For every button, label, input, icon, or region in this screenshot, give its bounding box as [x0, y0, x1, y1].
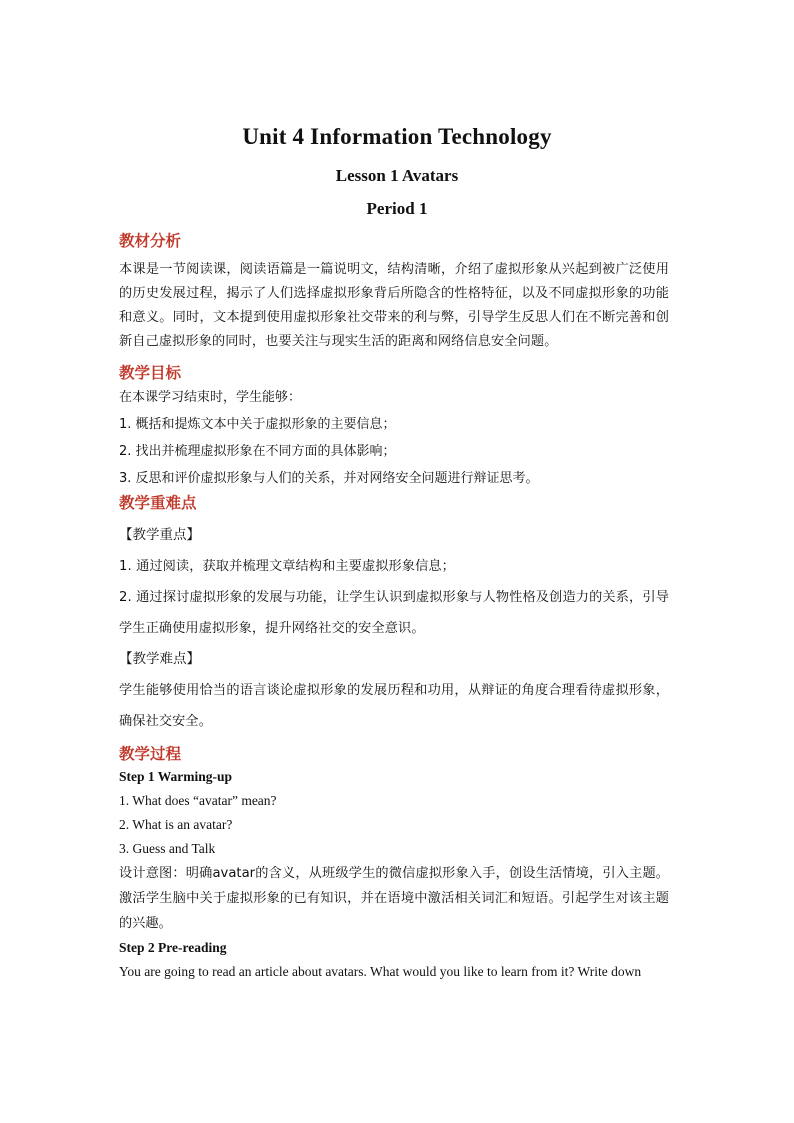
keypoints-heading: 教学重难点 — [119, 494, 197, 512]
step1-intent: 设计意图：明确avatar的含义，从班级学生的微信虚拟形象入手，创设生活情境，引入主题。激活学生脑中关于虚拟形象的已有知识，并在语境中激活相关词汇和短语。引起学生对该主题的兴趣。 — [119, 866, 669, 931]
objectives-heading: 教学目标 — [119, 364, 182, 382]
focus-label: 【教学重点】 — [119, 527, 200, 543]
process-heading: 教学过程 — [119, 745, 182, 763]
analysis-text: 本课是一节阅读课，阅读语篇是一篇说明文，结构清晰，介绍了虚拟形象从兴起到被广泛使用的历史发展过程，揭示了人们选择虚拟形象背后所隐含的性格特征，以及不同虚拟形象的功能和意义。同时，文本提到使用虚拟形象社交带来的利与弊，引导学生反思人们在不断完善和创新自己虚拟形象的同时，也要关注与现实生活的距离和网络信息安全问题。 — [119, 262, 669, 349]
step1-question: 3. Guess and Talk — [119, 841, 216, 856]
step2-text: You are going to read an article about avatars. What would you like to learn from it? Write down — [119, 964, 642, 979]
lesson-title: Lesson 1 Avatars — [335, 166, 459, 185]
difficulty-label: 【教学难点】 — [119, 651, 200, 667]
step1-title: Step 1 Warming-up — [119, 769, 233, 784]
objective-item: 2. 找出并梳理虚拟形象在不同方面的具体影响； — [119, 444, 396, 459]
analysis-heading: 教材分析 — [119, 232, 182, 250]
focus-item: 2. 通过探讨虚拟形象的发展与功能，让学生认识到虚拟形象与人物性格及创造力的关系，引导学生正确使用虚拟形象，提升网络社交的安全意识。 — [119, 590, 669, 636]
step1-question: 2. What is an avatar? — [119, 817, 233, 832]
objective-item: 3. 反思和评价虚拟形象与人们的关系，并对网络安全问题进行辩证思考。 — [119, 471, 539, 486]
period-title: Period 1 — [366, 199, 428, 218]
step1-question: 1. What does “avatar” mean? — [119, 793, 277, 808]
document-title: Unit 4 Information Technology — [242, 124, 552, 149]
difficulty-text: 学生能够使用恰当的语言谈论虚拟形象的发展历程和功用，从辩证的角度合理看待虚拟形象，确保社交安全。 — [119, 683, 669, 729]
document-body — [119, 230, 669, 984]
step2-title: Step 2 Pre-reading — [119, 940, 227, 955]
focus-item: 1. 通过阅读，获取并梳理文章结构和主要虚拟形象信息； — [119, 559, 455, 574]
objectives-intro: 在本课学习结束时，学生能够： — [119, 390, 302, 405]
objective-item: 1. 概括和提炼文本中关于虚拟形象的主要信息； — [119, 417, 396, 432]
